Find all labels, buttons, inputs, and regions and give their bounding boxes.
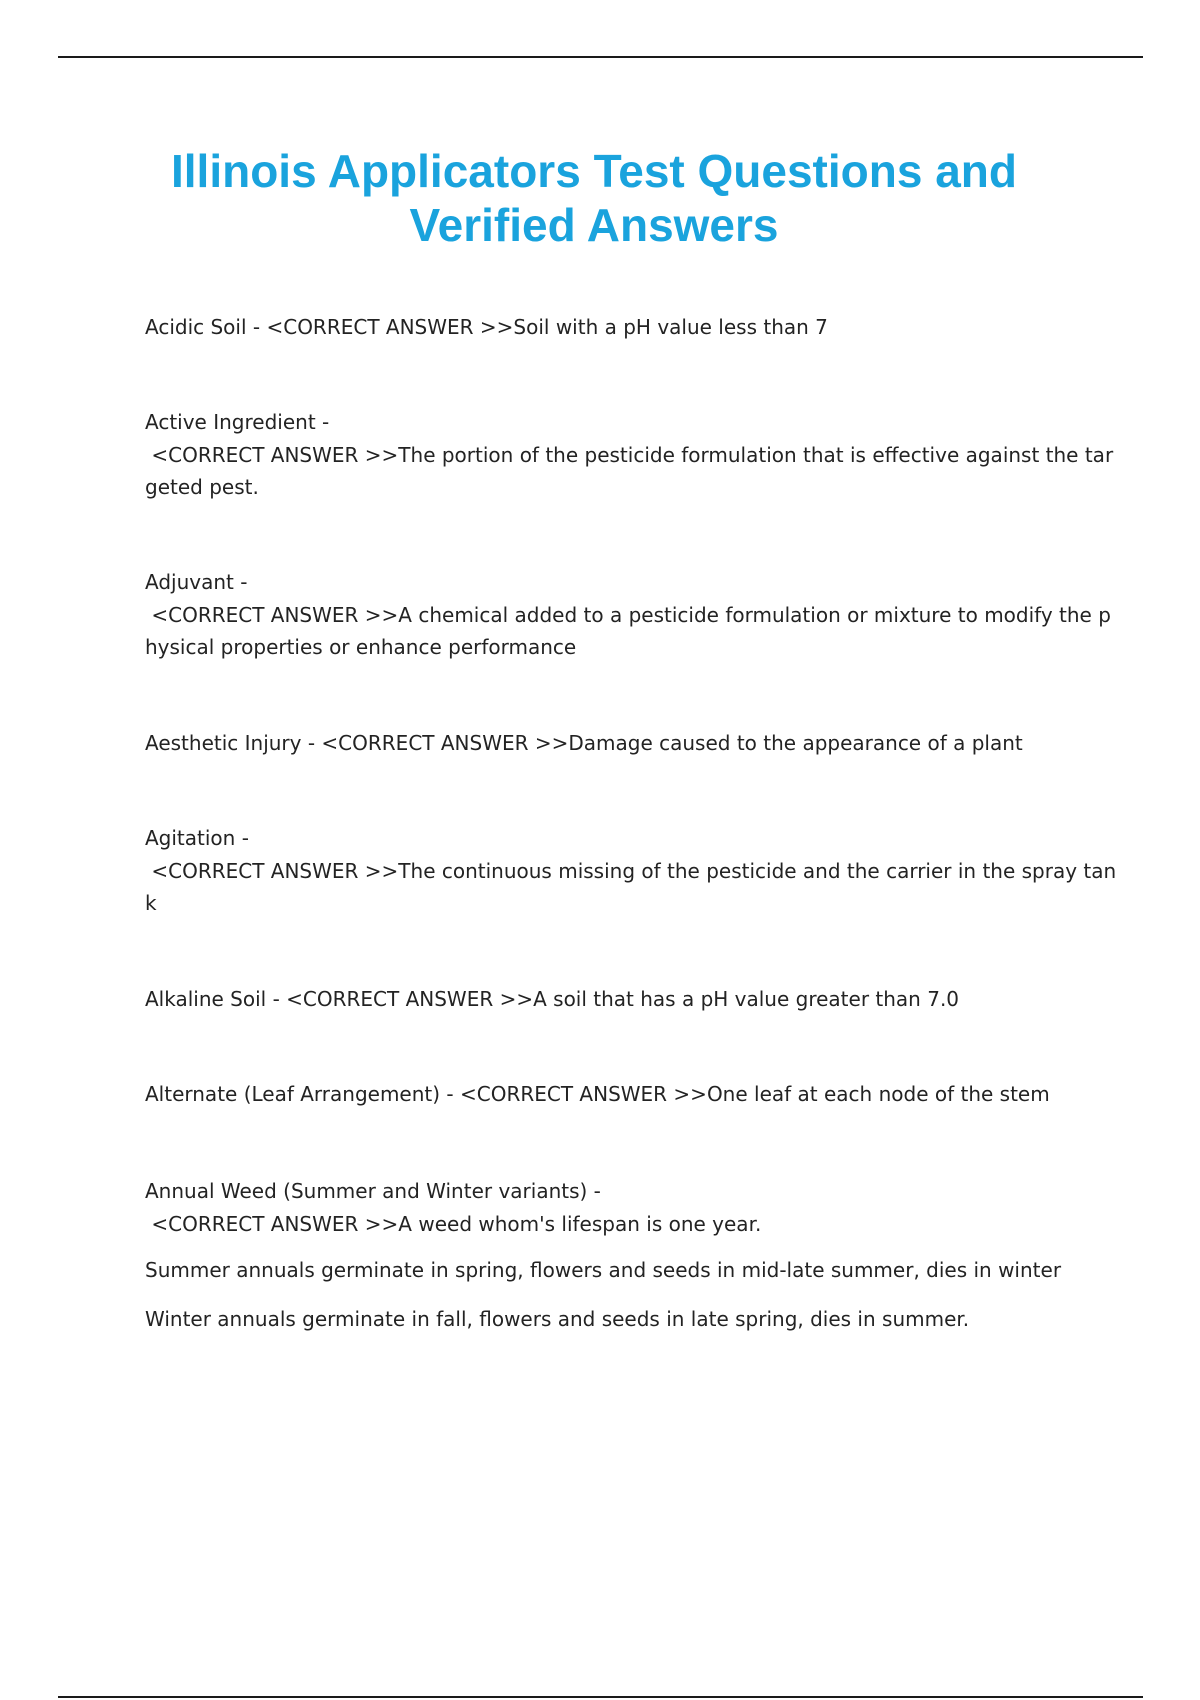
entry-acidic-soil: [145, 311, 1095, 344]
entry-answer-cont: k: [145, 891, 157, 915]
entry-line: Aesthetic Injury - <CORRECT ANSWER >>Damage caused to the appearance of a plant: [145, 731, 1023, 755]
entry-adjuvant: [145, 566, 1111, 664]
summer-annuals-note: Summer annuals germinate in spring, flowers and seeds in mid-late summer, dies in winter: [145, 1258, 1062, 1282]
entry-annual-weed: [145, 1175, 1095, 1240]
entry-term: Active Ingredient -: [145, 410, 330, 434]
entry-active-ingredient: [145, 406, 1114, 504]
entry-term: Adjuvant -: [145, 570, 248, 594]
entry-alternate: [145, 1078, 1095, 1111]
entry-term: Agitation -: [145, 826, 249, 850]
entry-line: Alternate (Leaf Arrangement) - <CORRECT ANSWER >>One leaf at each node of the stem: [145, 1082, 1050, 1106]
top-rule: [58, 56, 1143, 58]
bottom-rule: [58, 1696, 1143, 1698]
entry-line: Alkaline Soil - <CORRECT ANSWER >>A soil that has a pH value greater than 7.0: [145, 987, 960, 1011]
entry-aesthetic-injury: [145, 727, 1095, 760]
title-line-1: Illinois Applicators Test Questions and: [170, 145, 1017, 197]
entry-line: Acidic Soil - <CORRECT ANSWER >>Soil with a pH value less than 7: [145, 315, 828, 339]
entry-answer: <CORRECT ANSWER >>The portion of the pesticide formulation that is effective against the tar: [145, 442, 1114, 467]
entry-answer-cont: geted pest.: [145, 475, 259, 499]
entry-answer: <CORRECT ANSWER >>A chemical added to a pesticide formulation or mixture to modify the p: [145, 602, 1111, 627]
entry-alkaline-soil: [145, 983, 1095, 1016]
entry-answer: <CORRECT ANSWER >>The continuous missing of the pesticide and the carrier in the spray tan: [145, 858, 1117, 883]
entry-term: Annual Weed (Summer and Winter variants) -: [145, 1179, 601, 1203]
document-title: [120, 144, 1068, 252]
entry-agitation: [145, 822, 1117, 920]
entry-answer: <CORRECT ANSWER >>A weed whom's lifespan is one year.: [145, 1211, 762, 1236]
title-line-2: Verified Answers: [409, 199, 779, 251]
winter-annuals-note: Winter annuals germinate in fall, flowers and seeds in late spring, dies in summer.: [145, 1307, 970, 1331]
entry-answer-cont: hysical properties or enhance performance: [145, 635, 577, 659]
